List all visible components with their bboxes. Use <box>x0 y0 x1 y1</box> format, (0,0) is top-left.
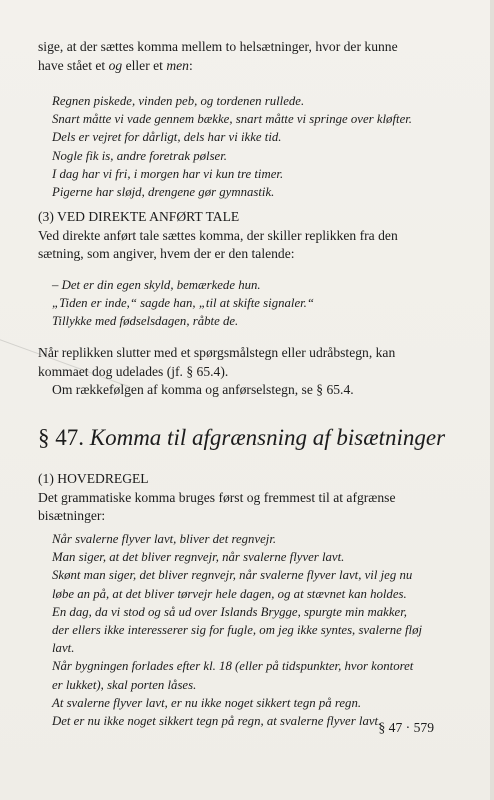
section-1-line-1: Det grammatiske komma bruges først og fremmest til at afgrænse <box>38 489 396 505</box>
example-line: lavt. <box>52 641 75 656</box>
example-line: – Det er din egen skyld, bemærkede hun. <box>52 278 261 292</box>
section-1-heading: (1) HOVEDREGEL <box>38 471 149 486</box>
section-1-line-2: bisætninger: <box>38 508 106 523</box>
example-line: Regnen piskede, vinden peb, og tordenen rullede. <box>52 94 305 108</box>
section-47-number: § 47. <box>38 425 90 450</box>
note-line-2: kommaet dog udelades (jf. § 65.4). <box>38 363 229 379</box>
example-line: Man siger, at det bliver regnvejr, når svalerne flyver lavt. <box>52 550 345 565</box>
examples-list-2 <box>38 276 472 331</box>
intro-text: eller et <box>122 57 167 73</box>
example-line: Det er nu ikke noget sikkert tegn på regn, at svalerne flyver lavt. <box>52 714 382 729</box>
example-line: En dag, da vi stod og så ud over Islands Brygge, spurgte min makker, <box>52 604 407 619</box>
example-line: Når bygningen forlades efter kl. 18 (eller på tidspunkter, hvor kontoret <box>52 659 414 674</box>
example-line: er lukket), skal porten låses. <box>52 677 197 692</box>
example-line: Tillykke med fødselsdagen, råbte de. <box>52 314 239 329</box>
examples-list-1 <box>38 92 472 201</box>
note-line-3: Om rækkefølgen af komma og anførselstegn, se § 65.4. <box>52 382 354 397</box>
example-line: At svalerne flyver lavt, er nu ikke noget sikkert tegn på regn. <box>52 695 362 710</box>
examples-list-3 <box>38 530 472 730</box>
intro-men: men <box>166 57 189 73</box>
page-number: § 47 · 579 <box>378 720 434 735</box>
example-line: Dels er vejret for dårligt, dels har vi ikke tid. <box>52 130 282 145</box>
intro-line-2 <box>38 57 458 76</box>
note-line-1: Når replikken slutter med et spørgsmålstegn eller udråbstegn, kan <box>38 345 396 360</box>
example-line: Pigerne har sløjd, drengene gør gymnastik. <box>52 185 275 200</box>
section-1 <box>38 470 458 526</box>
intro-og: og <box>108 57 123 73</box>
intro-text: : <box>188 57 193 73</box>
section-3-line-1: Ved direkte anført tale sættes komma, der skiller replikken fra den <box>38 227 398 243</box>
example-line: Snart måtte vi vade gennem bække, snart måtte vi springe over kløfter. <box>52 112 413 127</box>
section-47-heading: Komma til afgrænsning af bisætninger <box>89 425 446 450</box>
page-edge <box>490 0 494 800</box>
example-line: der ellers ikke interesserer sig for fugle, om jeg ikke syntes, svalerne fløj <box>52 623 423 638</box>
intro-line-1: sige, at der sættes komma mellem to helsætninger, hvor der kunne <box>38 39 398 54</box>
example-line: „Tiden er inde,“ sagde han, „til at skifte signaler.“ <box>52 296 314 311</box>
section-3-line-2: sætning, som angiver, hvem der er den talende: <box>38 246 295 261</box>
intro-text: have stået et <box>38 57 109 73</box>
example-line: Skønt man siger, det bliver regnvejr, når svalerne flyver lavt, vil jeg nu <box>52 568 413 583</box>
section-3-heading: (3) VED DIREKTE ANFØRT TALE <box>38 209 240 224</box>
example-line: Nogle fik is, andre foretrak pølser. <box>52 148 227 163</box>
section-47-title <box>38 424 458 452</box>
intro-paragraph <box>38 38 458 75</box>
section-3 <box>38 208 458 264</box>
note-paragraph <box>38 344 458 400</box>
example-line: I dag har vi fri, i morgen har vi kun tre timer. <box>52 166 284 181</box>
example-line: Når svalerne flyver lavt, bliver det regnvejr. <box>52 532 277 546</box>
example-line: løbe an på, at det bliver tørvejr hele dagen, og at stævnet kan holdes. <box>52 586 407 601</box>
